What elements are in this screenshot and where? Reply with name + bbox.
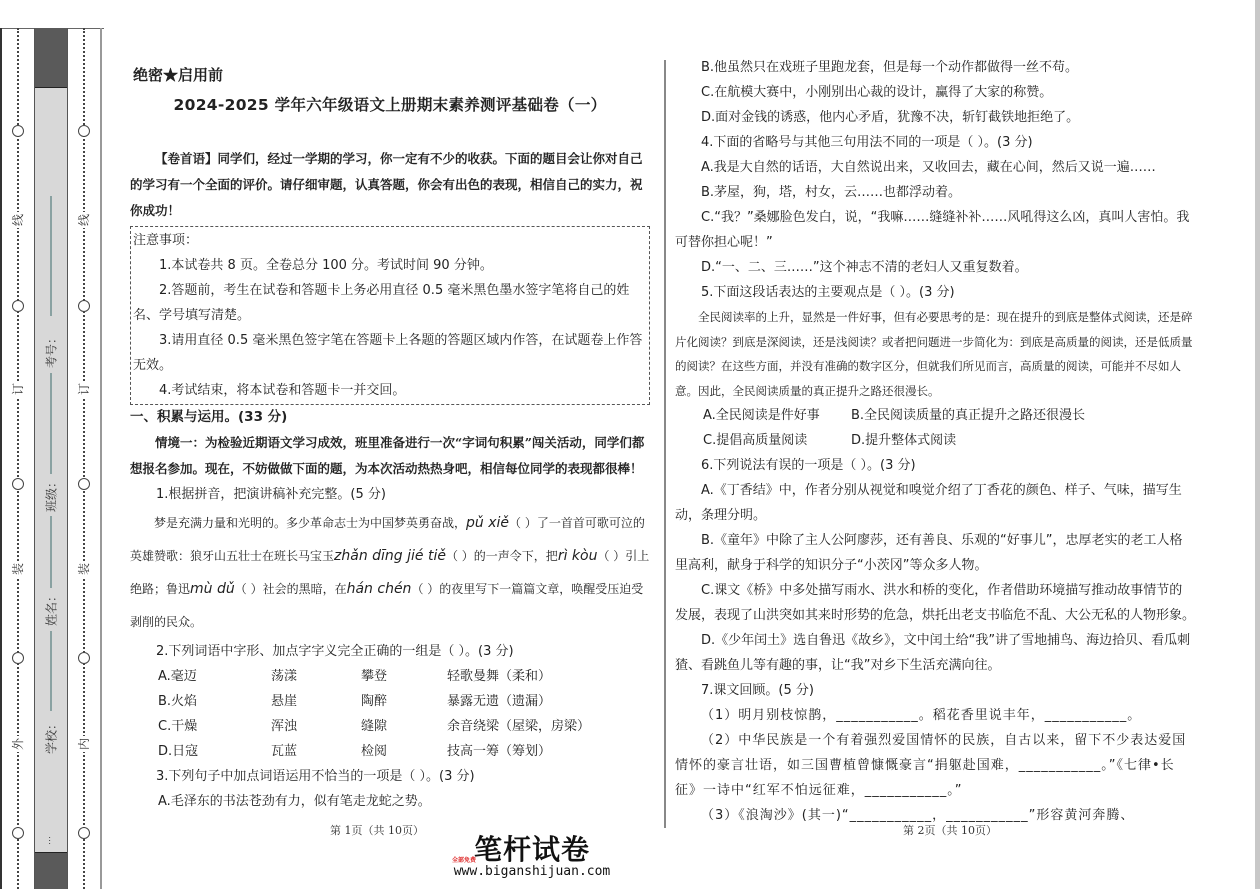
question-2-option-d[interactable] — [130, 739, 650, 764]
question-4-option-b[interactable]: B.茅屋，狗，塔，村女，云……也都浮动着。 — [701, 185, 962, 200]
ring-icon — [78, 827, 90, 839]
option-word: 悬崖 — [271, 694, 298, 709]
option-word: 缝隙 — [361, 719, 388, 734]
question-5-options-row-1 — [675, 403, 1195, 428]
section-heading: 一、积累与运用。(33 分) — [130, 409, 288, 425]
cut-line-outer — [17, 28, 19, 889]
option-word: B.火焰 — [158, 694, 198, 709]
inner-mark-ding: 订 — [77, 382, 91, 396]
question-4-option-a[interactable]: A.我是大自然的话语，大自然说出来，又收回去，藏在心间，然后又说一遍…… — [701, 160, 1156, 175]
question-4-stem: 4.下面的省略号与其他三句用法不同的一项是（ ）。(3 分) — [701, 135, 1033, 150]
question-5-options-row-2 — [675, 428, 1195, 453]
free-badge: 全部免费 — [452, 857, 477, 864]
question-1-passage — [130, 507, 650, 639]
question-5-option-b[interactable]: B.全民阅读质量的真正提升之路还很漫长 — [851, 408, 1086, 423]
question-6-option-c[interactable]: C.课文《桥》中多处描写雨水、洪水和桥的变化，作者借助环境描写推动故事情节的发展，表现了山洪突如其来时形势的危急，烘托出老支书临危不乱、大公无私的人物形象。 — [675, 583, 1196, 623]
pinyin: zhǎn dīng jié tiě — [334, 548, 446, 564]
option-word: 暴露无遗（遗漏） — [447, 694, 552, 709]
binding-info-column — [34, 28, 68, 889]
school-line[interactable] — [51, 631, 52, 711]
answer-blank[interactable]: （ ） — [509, 516, 537, 530]
answer-blank[interactable]: （ ） — [411, 582, 440, 596]
inner-mark-nei: 内 — [77, 737, 91, 751]
class-label: 班级： — [44, 475, 59, 513]
notice-item: 2.答题前，考生在试卷和答题卡上务必用直径 0.5 毫米黑色墨水签字笔将自己的姓名、学号填写清楚。 — [133, 283, 630, 323]
question-3-option-d[interactable]: D.面对金钱的诱惑，他内心矛盾，犹豫不决，斩钉截铁地拒绝了。 — [701, 110, 1080, 125]
question-3-option-a[interactable]: A.毛泽东的书法苍劲有力，似有笔走龙蛇之势。 — [158, 794, 431, 809]
option-word: 攀登 — [361, 669, 388, 684]
binding-inner-column — [68, 28, 102, 889]
outer-mark-zhuang: 装 — [11, 562, 25, 576]
question-5-option-d[interactable]: D.提升整体式阅读 — [851, 433, 957, 448]
page-divider — [664, 60, 666, 828]
question-3-stem: 3.下列句子中加点词语运用不恰当的一项是（ ）。(3 分) — [156, 769, 475, 784]
question-7-item-1[interactable]: （1）明月别枝惊鹊，___________。稻花香里说丰年，___________。 — [701, 708, 1142, 723]
binding-outer-column — [0, 28, 34, 889]
exam-no-line[interactable] — [51, 196, 52, 316]
question-7-item-2[interactable]: （2）中华民族是一个有着强烈爱国情怀的民族，自古以来，留下不少表达爱国情怀的豪言壮语，如三国曹植曾慷慨豪言“捐躯赴国难，___________。”《七律•长征》一诗中“红军不怕远征难，___________。” — [675, 733, 1187, 798]
question-5-option-c[interactable]: C.提倡高质量阅读 — [703, 433, 808, 448]
question-4-option-c[interactable]: C.“我？”桑娜脸色发白，说，“我嘛……缝缝补补……风吼得这么凶，真叫人害怕。我可替你担心呢！” — [675, 210, 1190, 250]
question-6-stem: 6.下列说法有误的一项是（ ）。(3 分) — [701, 458, 916, 473]
option-word: C.干燥 — [158, 719, 198, 734]
name-label: 姓名： — [44, 589, 59, 627]
option-word: 瓦蓝 — [271, 744, 298, 759]
binding-strip — [0, 28, 104, 889]
question-1-stem: 1.根据拼音，把演讲稿补充完整。(5 分) — [156, 487, 386, 502]
binding-bottom-mark: … — [46, 836, 56, 845]
inner-mark-xian: 线 — [77, 213, 91, 227]
question-3-option-b[interactable]: B.他虽然只在戏班子里跑龙套，但是每一个动作都做得一丝不苟。 — [701, 60, 1079, 75]
option-word: 检阅 — [361, 744, 388, 759]
binding-dark-block-top — [35, 28, 67, 88]
question-6-option-a[interactable]: A.《丁香结》中，作者分别从视觉和嗅觉介绍了丁香花的颜色、样子、气味，描写生动，条理分明。 — [675, 483, 1182, 523]
outer-mark-ding: 订 — [11, 382, 25, 396]
question-7-item-3[interactable]: （3）《浪淘沙》(其一)“___________，___________”形容黄河奔腾、 — [701, 808, 1135, 823]
passage-text: 了一首首可歌可泣的英雄赞歌：狼牙山五壮士在班长马宝玉 — [130, 516, 645, 563]
watermark-logo — [452, 835, 612, 879]
option-word: A.毫迈 — [158, 669, 197, 684]
left-page — [130, 55, 650, 814]
option-word: 技高一筹（筹划） — [447, 744, 552, 759]
watermark-title: 笔杆试卷 — [473, 833, 590, 866]
exam-no-label: 考号： — [44, 331, 59, 369]
ring-icon — [12, 827, 24, 839]
question-2-option-b[interactable] — [130, 689, 650, 714]
answer-blank[interactable]: （ ） — [445, 549, 474, 563]
answer-blank[interactable]: （ ） — [234, 582, 263, 596]
ring-icon — [12, 478, 24, 490]
question-6-option-b[interactable]: B.《童年》中除了主人公阿廖莎，还有善良、乐观的“好事儿”，忠厚老实的老工人格里高利，献身于科学的知识分子“小茨冈”等众多人物。 — [675, 533, 1183, 573]
ring-icon — [12, 125, 24, 137]
notice-item: 3.请用直径 0.5 毫米黑色签字笔在答题卡上各题的答题区域内作答，在试题卷上作答无效。 — [133, 333, 643, 373]
option-word: 余音绕梁（屋梁，房梁） — [447, 719, 591, 734]
notice-heading: 注意事项： — [133, 233, 199, 248]
pinyin: rì kòu — [557, 548, 598, 564]
notice-item: 4.考试结束，将本试卷和答题卡一并交回。 — [159, 383, 406, 398]
watermark-url: www.biganshijuan.com — [453, 864, 611, 879]
ring-icon — [12, 300, 24, 312]
question-2-option-c[interactable] — [130, 714, 650, 739]
question-7-stem: 7.课文回顾。(5 分) — [701, 683, 814, 698]
question-2-option-a[interactable] — [130, 664, 650, 689]
passage-text: 的一声令下，把 — [473, 549, 558, 563]
page-number-left: 第 1页（共 10页） — [330, 824, 424, 837]
ring-icon — [78, 652, 90, 664]
answer-blank[interactable]: （ ） — [597, 549, 626, 563]
outer-mark-wai: 外 — [11, 737, 25, 751]
context-paragraph: 情境一：为检验近期语文学习成效，班里准备进行一次“字词句积累”闯关活动，同学们都想报名参加。现在，不妨做做下面的题，为本次活动热热身吧，相信每位同学的表现都很棒！ — [130, 435, 645, 476]
scrollbar-edge[interactable] — [1255, 0, 1260, 889]
passage-text: 社会的黑暗，在 — [262, 582, 347, 596]
ring-icon — [78, 125, 90, 137]
question-5-passage: 全民阅读率的上升，显然是一件好事，但有必要思考的是：现在提升的到底是整体式阅读，还是碎片化阅读？到底是深阅读，还是浅阅读？或者把问题进一步简化为：到底是高质量的阅读，还是低质量的阅读？在这些方面，并没有准确的数字区分，但就我们所见而言，高质量的阅读，可能并不尽如人意。因此，全民阅读质量的真正提升之路还很漫长。 — [675, 310, 1193, 398]
ring-icon — [78, 300, 90, 312]
question-6-option-d[interactable]: D.《少年闰土》选自鲁迅《故乡》，文中闰土给“我”讲了雪地捕鸟、海边拾贝、看瓜刺猹、看跳鱼儿等有趣的事，让“我”对乡下生活充满向往。 — [675, 633, 1191, 673]
option-word: 浑浊 — [271, 719, 298, 734]
option-word: 陶醉 — [361, 694, 388, 709]
secret-label: 绝密★启用前 — [133, 66, 224, 84]
school-label: 学校： — [44, 717, 59, 755]
question-4-option-d[interactable]: D.“一、二、三……”这个神志不清的老妇人又重复数着。 — [701, 260, 1028, 275]
ring-icon — [12, 652, 24, 664]
question-5-option-a[interactable]: A.全民阅读是件好事 — [703, 408, 820, 423]
question-3-option-c[interactable]: C.在航模大赛中，小刚别出心裁的设计，赢得了大家的称赞。 — [701, 85, 1053, 100]
option-word: 轻歌曼舞（柔和） — [447, 669, 552, 684]
outer-mark-xian: 线 — [11, 213, 25, 227]
pinyin: mù dǔ — [190, 581, 235, 597]
cut-line-inner — [83, 28, 85, 889]
passage-text: 引上绝路；鲁迅 — [130, 549, 650, 596]
exam-title: 2024-2025 学年六年级语文上册期末素养测评基础卷（一） — [173, 96, 607, 114]
notice-box — [130, 226, 650, 405]
question-2-stem: 2.下列词语中字形、加点字字义完全正确的一组是（ ）。(3 分) — [156, 644, 514, 659]
preface: 【卷首语】同学们，经过一学期的学习，你一定有不少的收获。下面的题目会让你对自己的学习有一个全面的评价。请仔细审题，认真答题，你会有出色的表现，相信自己的实力，祝你成功！ — [130, 151, 643, 218]
page-number-right: 第 2页（共 10页） — [903, 824, 997, 837]
option-word: D.日寇 — [158, 744, 199, 759]
pinyin: hán chén — [346, 581, 412, 597]
binding-dark-block-bottom — [35, 852, 67, 889]
notice-item: 1.本试卷共 8 页。全卷总分 100 分。考试时间 90 分钟。 — [159, 258, 493, 273]
passage-text: 梦是充满力量和光明的。多少革命志士为中国梦英勇奋战， — [154, 516, 467, 530]
pinyin: pǔ xiě — [466, 515, 510, 531]
inner-mark-zhuang: 装 — [77, 562, 91, 576]
right-page — [675, 55, 1195, 828]
option-word: 荡漾 — [271, 669, 298, 684]
question-5-stem: 5.下面这段话表达的主要观点是（ ）。(3 分) — [701, 285, 955, 300]
ring-icon — [78, 478, 90, 490]
passage-text: 的夜里写下一篇篇文章，唤醒受压迫受剥削的民众。 — [130, 582, 644, 629]
